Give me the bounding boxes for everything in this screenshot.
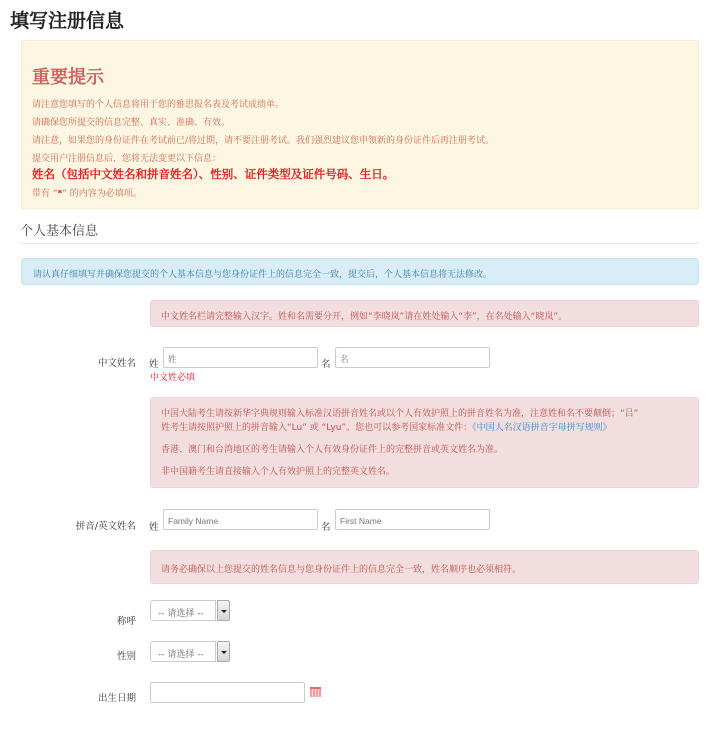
notice-line: 请注意，如果您的身份证件在考试前已/将过期，请不要注册考试。我们强烈建议您申领新的身份证件后再注册考试。 bbox=[32, 136, 495, 146]
notice-line: 提交用户注册信息后，您将无法变更以下信息： bbox=[32, 154, 222, 164]
gender-label: 性别 bbox=[116, 651, 136, 662]
pinyin-hint-text: 姓考生请按照护照上的拼音输入“Lu” 或 “Lyu”。您也可以参考国家标准文件： bbox=[161, 423, 473, 433]
name-match-hint-text: 请务必确保以上您提交的姓名信息与您身份证件上的信息完全一致，姓名顺序也必须相符。 bbox=[161, 565, 522, 575]
notice-required-note bbox=[32, 186, 142, 199]
required-prefix: 带有 “ bbox=[32, 189, 58, 199]
english-given-name-label: 名 bbox=[321, 522, 331, 533]
chinese-given-name-label: 名 bbox=[321, 359, 331, 370]
notice-line: 请注意您填写的个人信息将用于您的雅思报名表及考试成绩单。 bbox=[32, 100, 285, 110]
gender-select[interactable] bbox=[150, 641, 230, 662]
pinyin-hint-line bbox=[161, 420, 612, 433]
chinese-name-hint-text: 中文姓名栏请完整输入汉字。姓和名需要分开，例如“李晓岚”请在姓处输入“李”，在名处输入“晓岚”。 bbox=[161, 312, 567, 322]
chevron-down-icon[interactable] bbox=[217, 600, 230, 621]
notice-locked-fields: 姓名（包括中文姓名和拼音姓名）、性别、证件类型及证件号码、生日。 bbox=[32, 167, 395, 181]
chinese-given-name-input[interactable] bbox=[335, 347, 490, 368]
gender-select-value[interactable]: -- 请选择 -- bbox=[150, 641, 216, 662]
english-name-label: 拼音/英文姓名 bbox=[75, 521, 136, 532]
required-star: * bbox=[57, 189, 63, 199]
info-alert: 请认真仔细填写并确保您提交的个人基本信息与您身份证件上的信息完全一致，提交后，个人基本信息将无法修改。 bbox=[21, 258, 699, 285]
chinese-surname-error: 中文姓必填 bbox=[150, 373, 196, 383]
english-given-name-input[interactable] bbox=[335, 509, 490, 530]
required-suffix: ” 的内容为必填项。 bbox=[62, 189, 142, 199]
chevron-down-icon[interactable] bbox=[217, 641, 230, 662]
english-surname-input[interactable] bbox=[163, 509, 318, 530]
name-match-hint bbox=[150, 550, 699, 584]
title-select[interactable] bbox=[150, 600, 230, 621]
calendar-icon[interactable] bbox=[310, 687, 321, 697]
pinyin-name-hint bbox=[150, 397, 699, 488]
chinese-name-hint bbox=[150, 300, 699, 327]
birthdate-label: 出生日期 bbox=[97, 693, 136, 704]
english-surname-label: 姓 bbox=[149, 522, 159, 533]
page-title: 填写注册信息 bbox=[10, 10, 125, 32]
pinyin-hint-line: 中国大陆考生请按新华字典规则输入标准汉语拼音姓名或以个人有效护照上的拼音姓名为准，注意姓和名不要颠倒；“吕” bbox=[161, 409, 639, 419]
important-notice bbox=[21, 40, 699, 209]
chinese-name-label: 中文姓名 bbox=[97, 358, 136, 369]
pinyin-hint-line: 香港、澳门和台湾地区的考生请输入个人有效身份证件上的完整拼音或英文姓名为准。 bbox=[161, 445, 504, 455]
notice-line: 请确保您所提交的信息完整、真实、准确、有效。 bbox=[32, 118, 231, 128]
chinese-surname-input[interactable] bbox=[163, 347, 318, 368]
title-label: 称呼 bbox=[116, 616, 136, 627]
pinyin-rules-link[interactable]: 《中国人名汉语拼音字母拼写规则》 bbox=[472, 423, 612, 433]
section-title: 个人基本信息 bbox=[20, 224, 99, 239]
title-select-value[interactable]: -- 请选择 -- bbox=[150, 600, 216, 621]
pinyin-hint-line: 非中国籍考生请直接输入个人有效护照上的完整英文姓名。 bbox=[161, 467, 396, 477]
birthdate-input[interactable] bbox=[150, 682, 305, 703]
chinese-surname-label: 姓 bbox=[149, 359, 159, 370]
notice-title: 重要提示 bbox=[32, 67, 104, 88]
section-divider bbox=[20, 243, 699, 244]
